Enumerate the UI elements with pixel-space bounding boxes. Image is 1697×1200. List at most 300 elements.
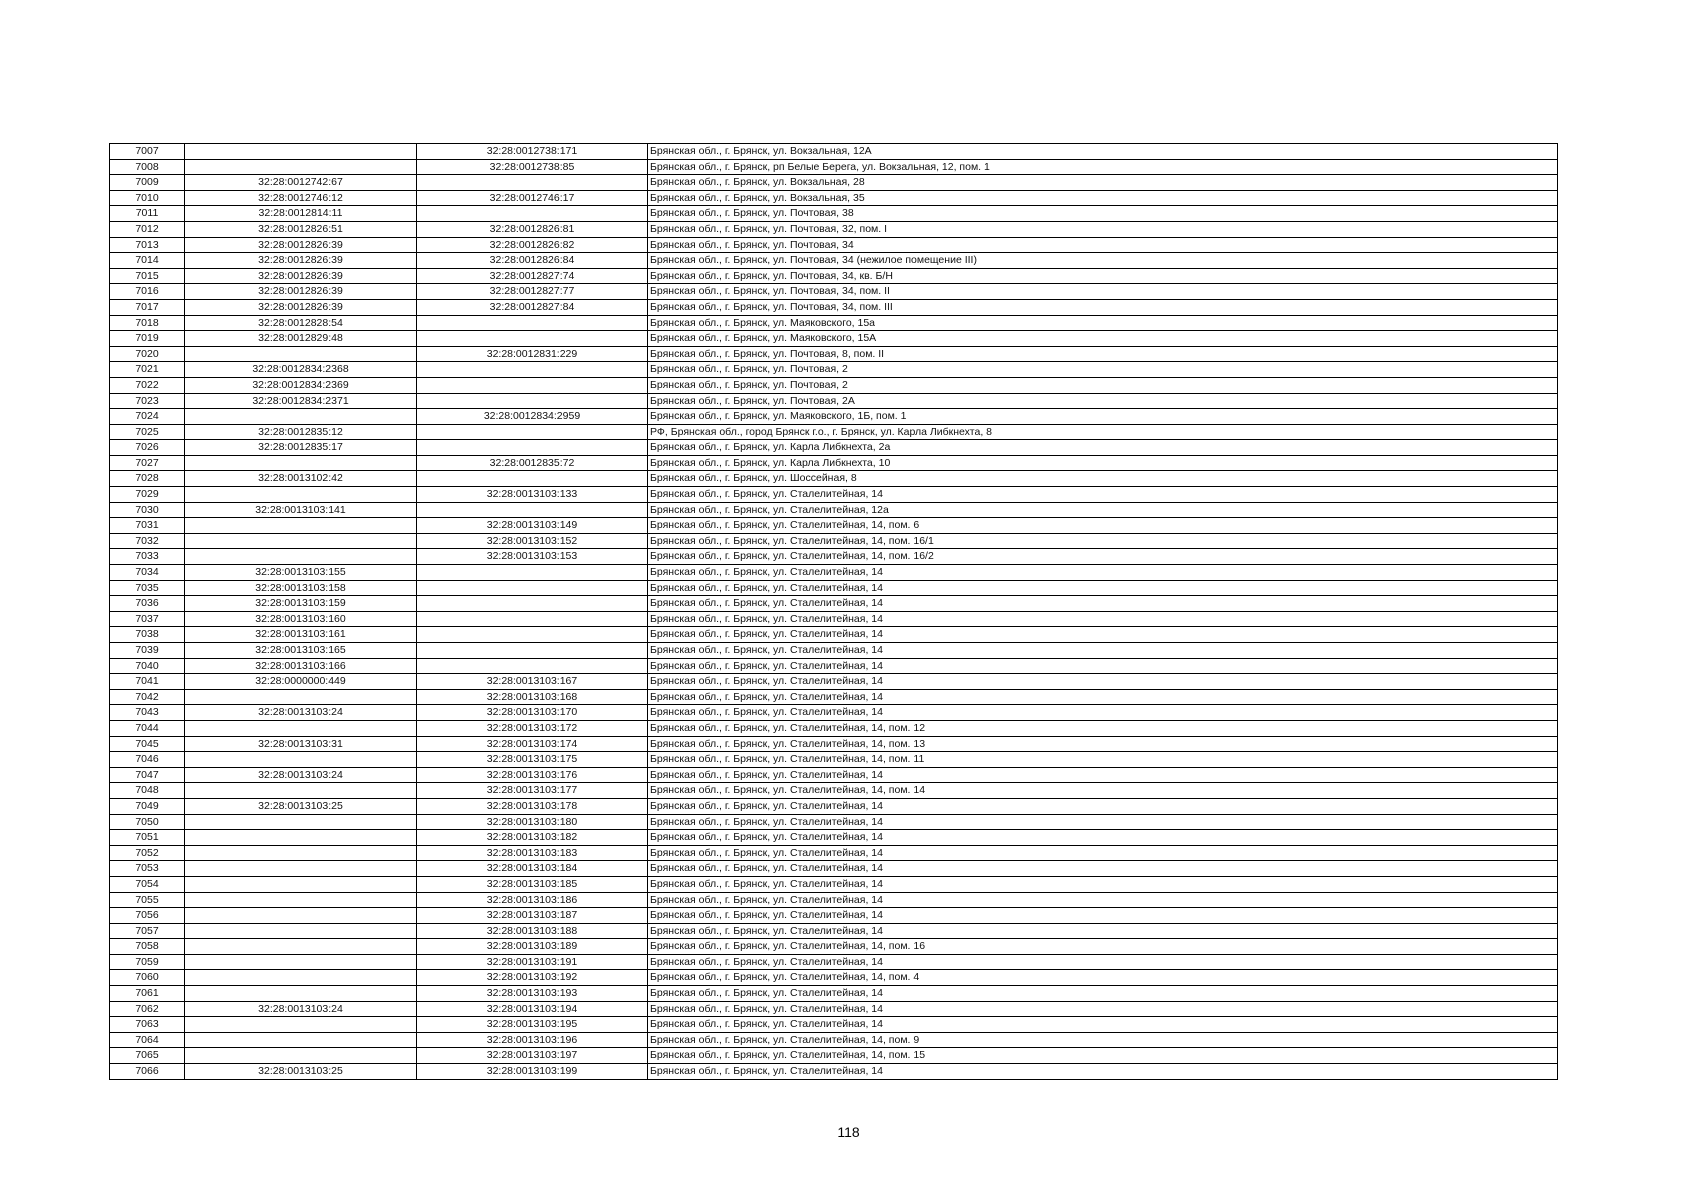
address-cell: Брянская обл., г. Брянск, ул. Почтовая, 8, пом. II xyxy=(648,346,1558,362)
table-row xyxy=(110,1048,1558,1064)
land-cadastral-number-cell xyxy=(185,1032,417,1048)
land-cadastral-number-cell: 32:28:0013103:166 xyxy=(185,658,417,674)
table-row xyxy=(110,658,1558,674)
object-cadastral-number-cell xyxy=(417,362,648,378)
object-cadastral-number-cell: 32:28:0013103:152 xyxy=(417,533,648,549)
object-cadastral-number-cell: 32:28:0012835:72 xyxy=(417,455,648,471)
row-number-cell: 7033 xyxy=(110,549,185,565)
address-cell: Брянская обл., г. Брянск, ул. Почтовая, 2А xyxy=(648,393,1558,409)
land-cadastral-number-cell: 32:28:0013103:165 xyxy=(185,643,417,659)
object-cadastral-number-cell: 32:28:0013103:178 xyxy=(417,798,648,814)
address-cell: Брянская обл., г. Брянск, ул. Почтовая, 34, пом. III xyxy=(648,299,1558,315)
table-row xyxy=(110,190,1558,206)
object-cadastral-number-cell: 32:28:0012738:171 xyxy=(417,144,648,160)
row-number-cell: 7065 xyxy=(110,1048,185,1064)
table-row xyxy=(110,424,1558,440)
object-cadastral-number-cell: 32:28:0012826:84 xyxy=(417,253,648,269)
land-cadastral-number-cell xyxy=(185,533,417,549)
row-number-cell: 7042 xyxy=(110,689,185,705)
table-row xyxy=(110,549,1558,565)
object-cadastral-number-cell xyxy=(417,502,648,518)
row-number-cell: 7032 xyxy=(110,533,185,549)
row-number-cell: 7027 xyxy=(110,455,185,471)
table-row xyxy=(110,908,1558,924)
table-row xyxy=(110,518,1558,534)
table-row xyxy=(110,689,1558,705)
address-cell: Брянская обл., г. Брянск, ул. Сталелитейная, 14, пом. 4 xyxy=(648,970,1558,986)
object-cadastral-number-cell: 32:28:0013103:133 xyxy=(417,487,648,503)
row-number-cell: 7008 xyxy=(110,159,185,175)
object-cadastral-number-cell xyxy=(417,440,648,456)
object-cadastral-number-cell: 32:28:0012826:81 xyxy=(417,221,648,237)
table-row xyxy=(110,845,1558,861)
address-cell: Брянская обл., г. Брянск, ул. Маяковского, 15а xyxy=(648,315,1558,331)
row-number-cell: 7021 xyxy=(110,362,185,378)
land-cadastral-number-cell xyxy=(185,1048,417,1064)
address-cell: Брянская обл., г. Брянск, ул. Сталелитейная, 14 xyxy=(648,627,1558,643)
table-row xyxy=(110,861,1558,877)
address-cell: Брянская обл., г. Брянск, ул. Почтовая, 32, пом. I xyxy=(648,221,1558,237)
object-cadastral-number-cell xyxy=(417,611,648,627)
land-cadastral-number-cell xyxy=(185,923,417,939)
object-cadastral-number-cell xyxy=(417,377,648,393)
table-row xyxy=(110,892,1558,908)
table-row xyxy=(110,440,1558,456)
land-cadastral-number-cell: 32:28:0013103:159 xyxy=(185,596,417,612)
table-row xyxy=(110,767,1558,783)
land-cadastral-number-cell: 32:28:0000000:449 xyxy=(185,674,417,690)
table-row xyxy=(110,939,1558,955)
row-number-cell: 7010 xyxy=(110,190,185,206)
address-cell: Брянская обл., г. Брянск, ул. Сталелитейная, 14, пом. 9 xyxy=(648,1032,1558,1048)
row-number-cell: 7058 xyxy=(110,939,185,955)
table-row xyxy=(110,331,1558,347)
address-cell: Брянская обл., г. Брянск, ул. Сталелитейная, 14 xyxy=(648,1017,1558,1033)
table-row xyxy=(110,237,1558,253)
row-number-cell: 7048 xyxy=(110,783,185,799)
table-row xyxy=(110,471,1558,487)
row-number-cell: 7040 xyxy=(110,658,185,674)
address-cell: Брянская обл., г. Брянск, ул. Вокзальная, 35 xyxy=(648,190,1558,206)
address-cell: Брянская обл., г. Брянск, ул. Карла Либкнехта, 2а xyxy=(648,440,1558,456)
object-cadastral-number-cell: 32:28:0013103:177 xyxy=(417,783,648,799)
table-row xyxy=(110,533,1558,549)
table-row xyxy=(110,627,1558,643)
table-row xyxy=(110,752,1558,768)
land-cadastral-number-cell: 32:28:0012834:2368 xyxy=(185,362,417,378)
table-row xyxy=(110,814,1558,830)
land-cadastral-number-cell xyxy=(185,549,417,565)
object-cadastral-number-cell xyxy=(417,627,648,643)
table-row xyxy=(110,954,1558,970)
row-number-cell: 7012 xyxy=(110,221,185,237)
object-cadastral-number-cell xyxy=(417,206,648,222)
table-row xyxy=(110,1017,1558,1033)
page-number: 118 xyxy=(837,1124,860,1140)
row-number-cell: 7064 xyxy=(110,1032,185,1048)
object-cadastral-number-cell: 32:28:0013103:186 xyxy=(417,892,648,908)
address-cell: Брянская обл., г. Брянск, ул. Сталелитейная, 14 xyxy=(648,798,1558,814)
table-row xyxy=(110,720,1558,736)
table-row xyxy=(110,393,1558,409)
object-cadastral-number-cell: 32:28:0013103:192 xyxy=(417,970,648,986)
object-cadastral-number-cell: 32:28:0013103:149 xyxy=(417,518,648,534)
land-cadastral-number-cell: 32:28:0013103:141 xyxy=(185,502,417,518)
row-number-cell: 7037 xyxy=(110,611,185,627)
address-cell: Брянская обл., г. Брянск, ул. Сталелитейная, 12а xyxy=(648,502,1558,518)
row-number-cell: 7020 xyxy=(110,346,185,362)
address-cell: Брянская обл., г. Брянск, ул. Сталелитейная, 14, пом. 16 xyxy=(648,939,1558,955)
land-cadastral-number-cell: 32:28:0013103:161 xyxy=(185,627,417,643)
land-cadastral-number-cell xyxy=(185,752,417,768)
object-cadastral-number-cell xyxy=(417,471,648,487)
land-cadastral-number-cell xyxy=(185,986,417,1002)
address-cell: Брянская обл., г. Брянск, ул. Почтовая, 2 xyxy=(648,377,1558,393)
object-cadastral-number-cell: 32:28:0013103:184 xyxy=(417,861,648,877)
object-cadastral-number-cell xyxy=(417,331,648,347)
land-cadastral-number-cell xyxy=(185,845,417,861)
address-cell: Брянская обл., г. Брянск, ул. Сталелитейная, 14 xyxy=(648,876,1558,892)
land-cadastral-number-cell: 32:28:0012829:48 xyxy=(185,331,417,347)
object-cadastral-number-cell: 32:28:0013103:188 xyxy=(417,923,648,939)
address-cell: Брянская обл., г. Брянск, ул. Вокзальная, 28 xyxy=(648,175,1558,191)
row-number-cell: 7050 xyxy=(110,814,185,830)
object-cadastral-number-cell xyxy=(417,175,648,191)
land-cadastral-number-cell: 32:28:0013102:42 xyxy=(185,471,417,487)
land-cadastral-number-cell xyxy=(185,409,417,425)
table-row xyxy=(110,674,1558,690)
row-number-cell: 7055 xyxy=(110,892,185,908)
land-cadastral-number-cell xyxy=(185,876,417,892)
address-cell: Брянская обл., г. Брянск, ул. Сталелитейная, 14 xyxy=(648,611,1558,627)
object-cadastral-number-cell xyxy=(417,315,648,331)
row-number-cell: 7038 xyxy=(110,627,185,643)
object-cadastral-number-cell xyxy=(417,424,648,440)
row-number-cell: 7060 xyxy=(110,970,185,986)
address-cell: Брянская обл., г. Брянск, ул. Сталелитейная, 14, пом. 14 xyxy=(648,783,1558,799)
address-cell: Брянская обл., г. Брянск, ул. Сталелитейная, 14 xyxy=(648,986,1558,1002)
row-number-cell: 7013 xyxy=(110,237,185,253)
row-number-cell: 7018 xyxy=(110,315,185,331)
row-number-cell: 7034 xyxy=(110,565,185,581)
row-number-cell: 7015 xyxy=(110,268,185,284)
address-cell: Брянская обл., г. Брянск, ул. Карла Либкнехта, 10 xyxy=(648,455,1558,471)
land-cadastral-number-cell: 32:28:0013103:25 xyxy=(185,1064,417,1080)
row-number-cell: 7054 xyxy=(110,876,185,892)
row-number-cell: 7014 xyxy=(110,253,185,269)
row-number-cell: 7024 xyxy=(110,409,185,425)
land-cadastral-number-cell: 32:28:0013103:24 xyxy=(185,767,417,783)
row-number-cell: 7057 xyxy=(110,923,185,939)
object-cadastral-number-cell: 32:28:0013103:199 xyxy=(417,1064,648,1080)
land-cadastral-number-cell: 32:28:0012826:39 xyxy=(185,284,417,300)
row-number-cell: 7022 xyxy=(110,377,185,393)
land-cadastral-number-cell: 32:28:0013103:160 xyxy=(185,611,417,627)
object-cadastral-number-cell xyxy=(417,596,648,612)
address-cell: Брянская обл., г. Брянск, ул. Сталелитейная, 14 xyxy=(648,908,1558,924)
land-cadastral-number-cell: 32:28:0012742:67 xyxy=(185,175,417,191)
row-number-cell: 7056 xyxy=(110,908,185,924)
row-number-cell: 7028 xyxy=(110,471,185,487)
address-cell: Брянская обл., г. Брянск, ул. Сталелитейная, 14, пом. 6 xyxy=(648,518,1558,534)
object-cadastral-number-cell xyxy=(417,658,648,674)
row-number-cell: 7030 xyxy=(110,502,185,518)
object-cadastral-number-cell: 32:28:0012827:74 xyxy=(417,268,648,284)
row-number-cell: 7007 xyxy=(110,144,185,160)
row-number-cell: 7036 xyxy=(110,596,185,612)
land-cadastral-number-cell xyxy=(185,908,417,924)
table-row xyxy=(110,1032,1558,1048)
land-cadastral-number-cell xyxy=(185,487,417,503)
land-cadastral-number-cell xyxy=(185,830,417,846)
object-cadastral-number-cell xyxy=(417,565,648,581)
address-cell: Брянская обл., г. Брянск, ул. Шоссейная, 8 xyxy=(648,471,1558,487)
land-cadastral-number-cell: 32:28:0012835:17 xyxy=(185,440,417,456)
land-cadastral-number-cell xyxy=(185,970,417,986)
row-number-cell: 7061 xyxy=(110,986,185,1002)
table-row xyxy=(110,565,1558,581)
address-cell: Брянская обл., г. Брянск, ул. Сталелитейная, 14 xyxy=(648,845,1558,861)
land-cadastral-number-cell xyxy=(185,455,417,471)
row-number-cell: 7029 xyxy=(110,487,185,503)
object-cadastral-number-cell: 32:28:0013103:175 xyxy=(417,752,648,768)
address-cell: Брянская обл., г. Брянск, ул. Сталелитейная, 14 xyxy=(648,1001,1558,1017)
object-cadastral-number-cell: 32:28:0012834:2959 xyxy=(417,409,648,425)
object-cadastral-number-cell: 32:28:0013103:185 xyxy=(417,876,648,892)
table-row xyxy=(110,268,1558,284)
object-cadastral-number-cell: 32:28:0013103:182 xyxy=(417,830,648,846)
table-row xyxy=(110,705,1558,721)
address-cell: Брянская обл., г. Брянск, ул. Сталелитейная, 14 xyxy=(648,892,1558,908)
object-cadastral-number-cell: 32:28:0013103:196 xyxy=(417,1032,648,1048)
object-cadastral-number-cell: 32:28:0013103:153 xyxy=(417,549,648,565)
land-cadastral-number-cell xyxy=(185,346,417,362)
table-row xyxy=(110,221,1558,237)
object-cadastral-number-cell: 32:28:0013103:197 xyxy=(417,1048,648,1064)
land-cadastral-number-cell xyxy=(185,159,417,175)
table-row xyxy=(110,502,1558,518)
land-cadastral-number-cell xyxy=(185,861,417,877)
address-cell: Брянская обл., г. Брянск, ул. Сталелитейная, 14 xyxy=(648,565,1558,581)
land-cadastral-number-cell: 32:28:0012835:12 xyxy=(185,424,417,440)
address-cell: Брянская обл., г. Брянск, ул. Сталелитейная, 14 xyxy=(648,487,1558,503)
land-cadastral-number-cell: 32:28:0012826:39 xyxy=(185,299,417,315)
land-cadastral-number-cell: 32:28:0012826:51 xyxy=(185,221,417,237)
table-row xyxy=(110,611,1558,627)
land-cadastral-number-cell xyxy=(185,939,417,955)
table-row xyxy=(110,253,1558,269)
address-cell: Брянская обл., г. Брянск, ул. Сталелитейная, 14 xyxy=(648,689,1558,705)
address-cell: Брянская обл., г. Брянск, ул. Сталелитейная, 14 xyxy=(648,1064,1558,1080)
table-row xyxy=(110,830,1558,846)
object-cadastral-number-cell: 32:28:0013103:183 xyxy=(417,845,648,861)
table-row xyxy=(110,315,1558,331)
land-cadastral-number-cell xyxy=(185,814,417,830)
row-number-cell: 7053 xyxy=(110,861,185,877)
land-cadastral-number-cell: 32:28:0013103:25 xyxy=(185,798,417,814)
land-cadastral-number-cell: 32:28:0013103:158 xyxy=(185,580,417,596)
table-row xyxy=(110,798,1558,814)
address-cell: РФ, Брянская обл., город Брянск г.о., г. Брянск, ул. Карла Либкнехта, 8 xyxy=(648,424,1558,440)
row-number-cell: 7046 xyxy=(110,752,185,768)
address-cell: Брянская обл., г. Брянск, ул. Сталелитейная, 14, пом. 16/2 xyxy=(648,549,1558,565)
land-cadastral-number-cell xyxy=(185,783,417,799)
land-cadastral-number-cell: 32:28:0012746:12 xyxy=(185,190,417,206)
table-row xyxy=(110,986,1558,1002)
row-number-cell: 7016 xyxy=(110,284,185,300)
row-number-cell: 7044 xyxy=(110,720,185,736)
object-cadastral-number-cell: 32:28:0013103:167 xyxy=(417,674,648,690)
land-cadastral-number-cell xyxy=(185,518,417,534)
land-cadastral-number-cell: 32:28:0012828:54 xyxy=(185,315,417,331)
land-cadastral-number-cell xyxy=(185,144,417,160)
address-cell: Брянская обл., г. Брянск, ул. Вокзальная, 12А xyxy=(648,144,1558,160)
object-cadastral-number-cell: 32:28:0013103:193 xyxy=(417,986,648,1002)
address-cell: Брянская обл., г. Брянск, ул. Сталелитейная, 14, пом. 15 xyxy=(648,1048,1558,1064)
land-cadastral-number-cell: 32:28:0012826:39 xyxy=(185,253,417,269)
address-cell: Брянская обл., г. Брянск, ул. Сталелитейная, 14 xyxy=(648,643,1558,659)
table-row xyxy=(110,736,1558,752)
object-cadastral-number-cell: 32:28:0013103:168 xyxy=(417,689,648,705)
land-cadastral-number-cell xyxy=(185,892,417,908)
row-number-cell: 7011 xyxy=(110,206,185,222)
object-cadastral-number-cell: 32:28:0012831:229 xyxy=(417,346,648,362)
address-cell: Брянская обл., г. Брянск, ул. Почтовая, 38 xyxy=(648,206,1558,222)
address-cell: Брянская обл., г. Брянск, рп Белые Берега, ул. Вокзальная, 12, пом. 1 xyxy=(648,159,1558,175)
row-number-cell: 7035 xyxy=(110,580,185,596)
object-cadastral-number-cell: 32:28:0013103:176 xyxy=(417,767,648,783)
table-row xyxy=(110,876,1558,892)
object-cadastral-number-cell: 32:28:0012746:17 xyxy=(417,190,648,206)
address-cell: Брянская обл., г. Брянск, ул. Сталелитейная, 14, пом. 12 xyxy=(648,720,1558,736)
row-number-cell: 7051 xyxy=(110,830,185,846)
table-row xyxy=(110,923,1558,939)
row-number-cell: 7047 xyxy=(110,767,185,783)
address-cell: Брянская обл., г. Брянск, ул. Сталелитейная, 14 xyxy=(648,923,1558,939)
object-cadastral-number-cell: 32:28:0013103:180 xyxy=(417,814,648,830)
object-cadastral-number-cell: 32:28:0013103:194 xyxy=(417,1001,648,1017)
row-number-cell: 7045 xyxy=(110,736,185,752)
table-row xyxy=(110,159,1558,175)
address-cell: Брянская обл., г. Брянск, ул. Сталелитейная, 14 xyxy=(648,814,1558,830)
row-number-cell: 7059 xyxy=(110,954,185,970)
land-cadastral-number-cell xyxy=(185,689,417,705)
row-number-cell: 7017 xyxy=(110,299,185,315)
land-cadastral-number-cell xyxy=(185,720,417,736)
land-cadastral-number-cell: 32:28:0013103:24 xyxy=(185,1001,417,1017)
address-cell: Брянская обл., г. Брянск, ул. Сталелитейная, 14 xyxy=(648,580,1558,596)
table-row xyxy=(110,175,1558,191)
row-number-cell: 7049 xyxy=(110,798,185,814)
address-cell: Брянская обл., г. Брянск, ул. Почтовая, 34, пом. II xyxy=(648,284,1558,300)
address-cell: Брянская обл., г. Брянск, ул. Сталелитейная, 14 xyxy=(648,830,1558,846)
object-cadastral-number-cell xyxy=(417,643,648,659)
object-cadastral-number-cell: 32:28:0013103:195 xyxy=(417,1017,648,1033)
row-number-cell: 7023 xyxy=(110,393,185,409)
address-cell: Брянская обл., г. Брянск, ул. Сталелитейная, 14 xyxy=(648,596,1558,612)
row-number-cell: 7043 xyxy=(110,705,185,721)
address-cell: Брянская обл., г. Брянск, ул. Маяковского, 15А xyxy=(648,331,1558,347)
address-cell: Брянская обл., г. Брянск, ул. Почтовая, 34 (нежилое помещение III) xyxy=(648,253,1558,269)
row-number-cell: 7062 xyxy=(110,1001,185,1017)
object-cadastral-number-cell: 32:28:0013103:187 xyxy=(417,908,648,924)
land-cadastral-number-cell: 32:28:0012826:39 xyxy=(185,268,417,284)
row-number-cell: 7031 xyxy=(110,518,185,534)
table-row xyxy=(110,206,1558,222)
address-cell: Брянская обл., г. Брянск, ул. Почтовая, 34 xyxy=(648,237,1558,253)
object-cadastral-number-cell: 32:28:0013103:170 xyxy=(417,705,648,721)
table-row xyxy=(110,377,1558,393)
table-row xyxy=(110,409,1558,425)
land-cadastral-number-cell xyxy=(185,954,417,970)
table-row xyxy=(110,362,1558,378)
land-cadastral-number-cell: 32:28:0013103:31 xyxy=(185,736,417,752)
object-cadastral-number-cell: 32:28:0013103:191 xyxy=(417,954,648,970)
land-cadastral-number-cell: 32:28:0012834:2371 xyxy=(185,393,417,409)
land-cadastral-number-cell: 32:28:0012814:11 xyxy=(185,206,417,222)
object-cadastral-number-cell xyxy=(417,580,648,596)
table-row xyxy=(110,970,1558,986)
object-cadastral-number-cell: 32:28:0013103:172 xyxy=(417,720,648,736)
row-number-cell: 7039 xyxy=(110,643,185,659)
table-row xyxy=(110,580,1558,596)
object-cadastral-number-cell: 32:28:0013103:174 xyxy=(417,736,648,752)
land-cadastral-number-cell xyxy=(185,1017,417,1033)
row-number-cell: 7063 xyxy=(110,1017,185,1033)
table-row xyxy=(110,487,1558,503)
object-cadastral-number-cell: 32:28:0012738:85 xyxy=(417,159,648,175)
table-row xyxy=(110,299,1558,315)
address-cell: Брянская обл., г. Брянск, ул. Сталелитейная, 14 xyxy=(648,658,1558,674)
object-cadastral-number-cell: 32:28:0012826:82 xyxy=(417,237,648,253)
address-cell: Брянская обл., г. Брянск, ул. Почтовая, 2 xyxy=(648,362,1558,378)
address-cell: Брянская обл., г. Брянск, ул. Сталелитейная, 14, пом. 13 xyxy=(648,736,1558,752)
registry-table-body xyxy=(110,144,1558,1080)
table-row xyxy=(110,1001,1558,1017)
table-row xyxy=(110,455,1558,471)
table-row xyxy=(110,284,1558,300)
row-number-cell: 7066 xyxy=(110,1064,185,1080)
address-cell: Брянская обл., г. Брянск, ул. Сталелитейная, 14, пом. 16/1 xyxy=(648,533,1558,549)
table-row xyxy=(110,144,1558,160)
address-cell: Брянская обл., г. Брянск, ул. Почтовая, 34, кв. Б/Н xyxy=(648,268,1558,284)
address-cell: Брянская обл., г. Брянск, ул. Сталелитейная, 14 xyxy=(648,954,1558,970)
table-row xyxy=(110,1064,1558,1080)
row-number-cell: 7009 xyxy=(110,175,185,191)
land-cadastral-number-cell: 32:28:0012826:39 xyxy=(185,237,417,253)
land-cadastral-number-cell: 32:28:0013103:24 xyxy=(185,705,417,721)
table-row xyxy=(110,346,1558,362)
row-number-cell: 7052 xyxy=(110,845,185,861)
object-cadastral-number-cell: 32:28:0013103:189 xyxy=(417,939,648,955)
row-number-cell: 7025 xyxy=(110,424,185,440)
address-cell: Брянская обл., г. Брянск, ул. Сталелитейная, 14 xyxy=(648,674,1558,690)
object-cadastral-number-cell: 32:28:0012827:77 xyxy=(417,284,648,300)
address-cell: Брянская обл., г. Брянск, ул. Сталелитейная, 14 xyxy=(648,767,1558,783)
land-cadastral-number-cell: 32:28:0012834:2369 xyxy=(185,377,417,393)
land-cadastral-number-cell: 32:28:0013103:155 xyxy=(185,565,417,581)
row-number-cell: 7041 xyxy=(110,674,185,690)
row-number-cell: 7019 xyxy=(110,331,185,347)
object-cadastral-number-cell: 32:28:0012827:84 xyxy=(417,299,648,315)
address-cell: Брянская обл., г. Брянск, ул. Сталелитейная, 14 xyxy=(648,861,1558,877)
object-cadastral-number-cell xyxy=(417,393,648,409)
address-cell: Брянская обл., г. Брянск, ул. Сталелитейная, 14, пом. 11 xyxy=(648,752,1558,768)
row-number-cell: 7026 xyxy=(110,440,185,456)
table-row xyxy=(110,596,1558,612)
address-cell: Брянская обл., г. Брянск, ул. Сталелитейная, 14 xyxy=(648,705,1558,721)
table-row xyxy=(110,783,1558,799)
